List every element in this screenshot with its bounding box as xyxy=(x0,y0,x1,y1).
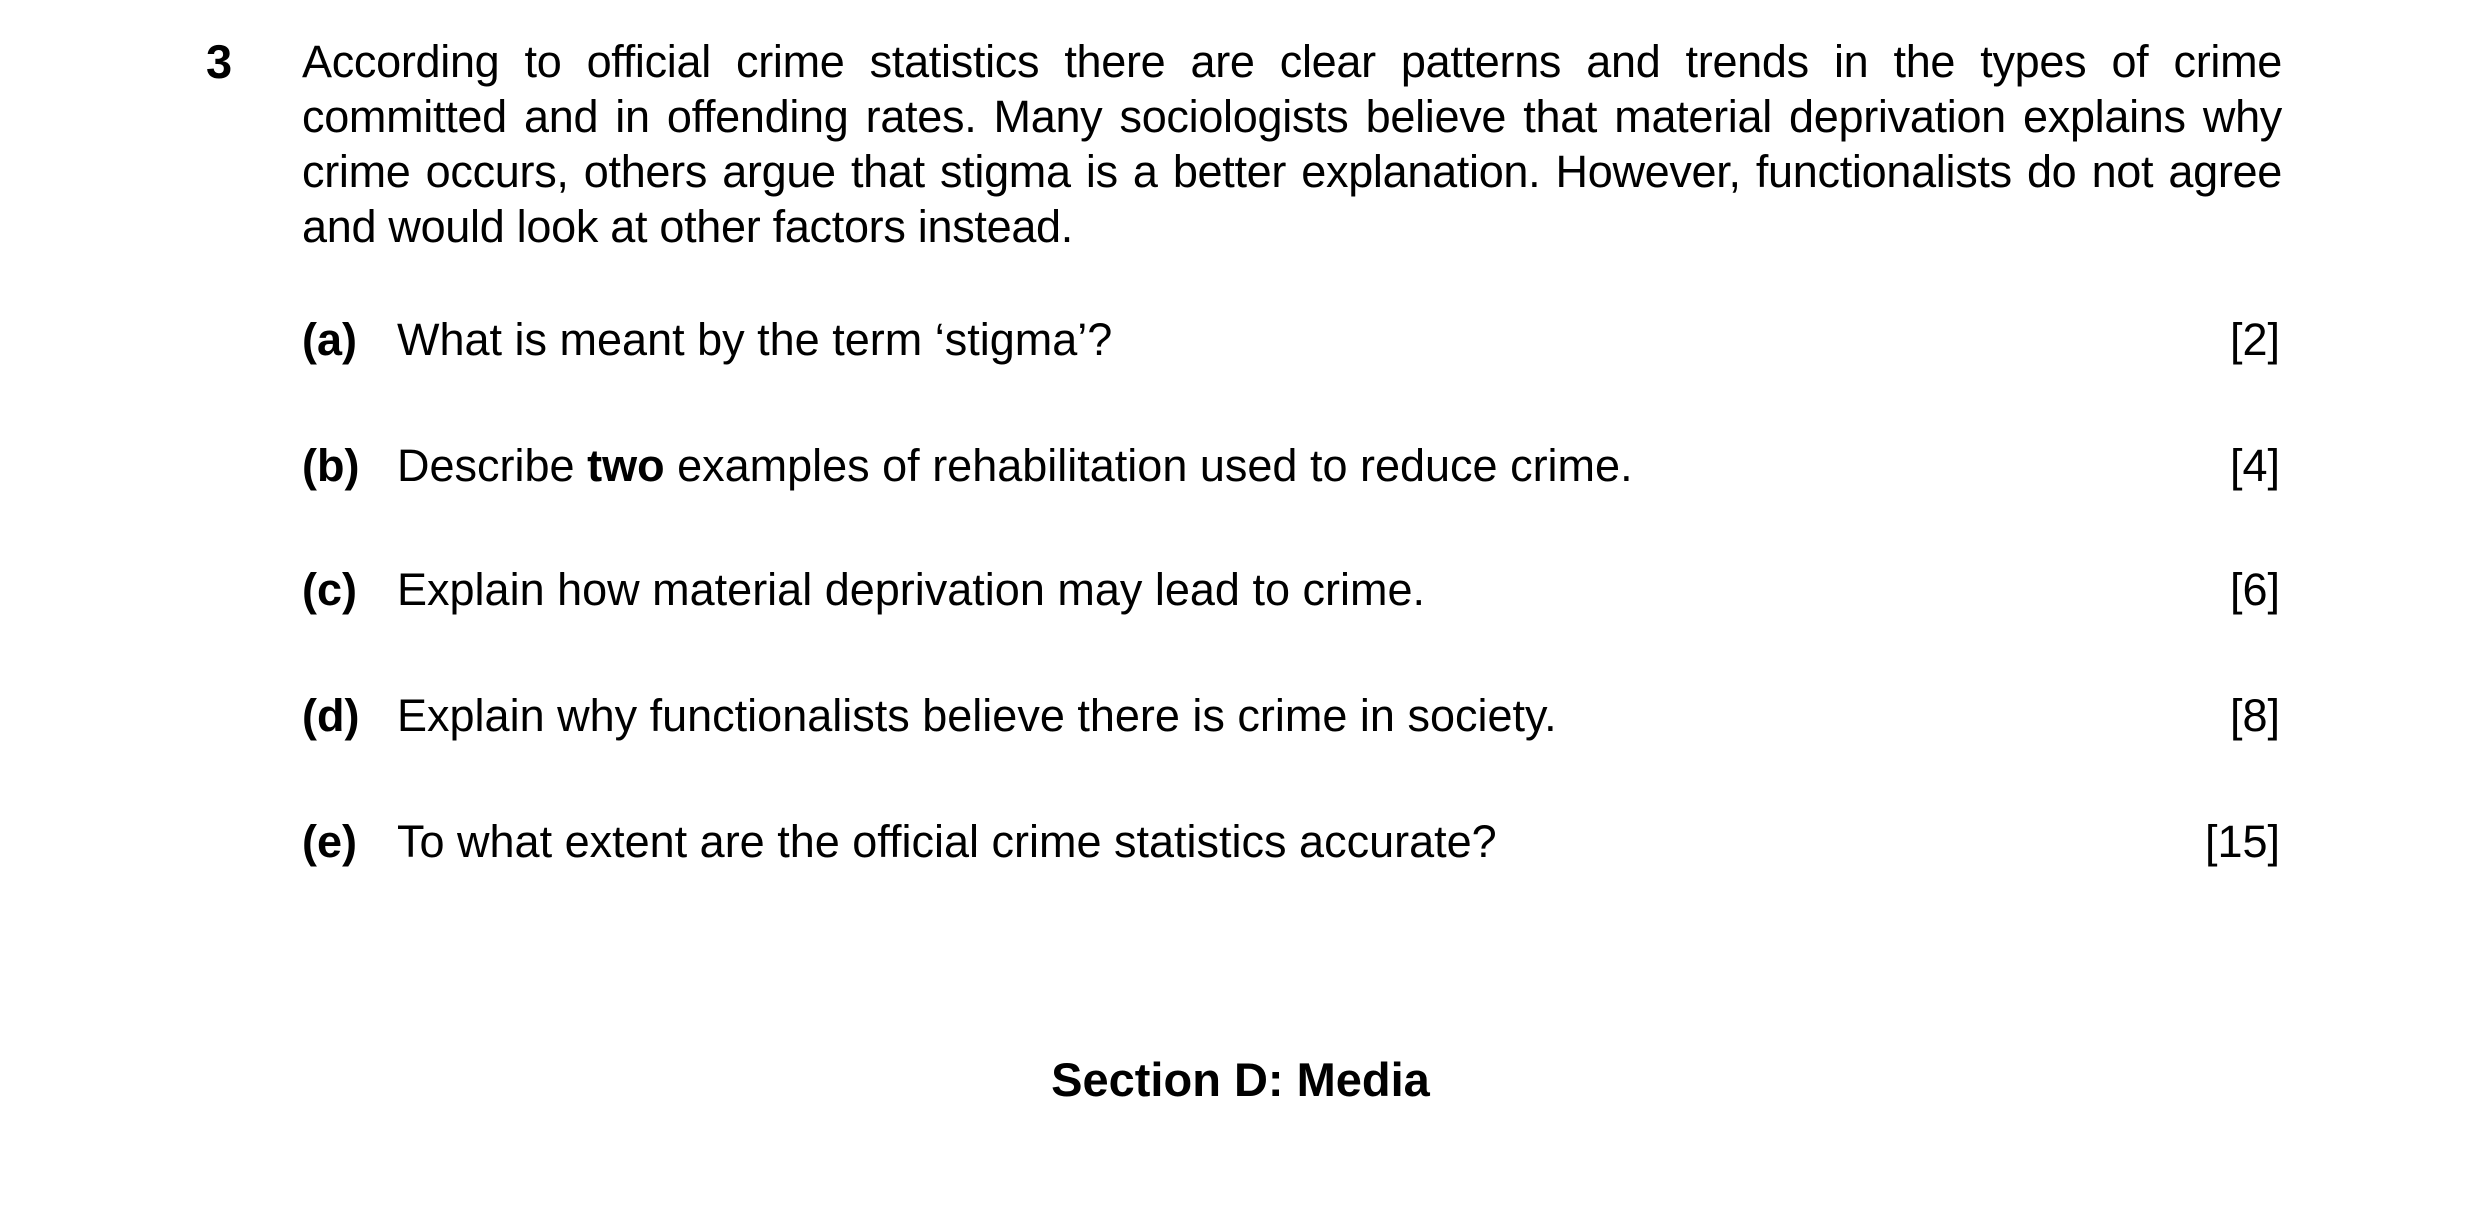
part-label: (c) xyxy=(302,564,357,615)
part-marks: [15] xyxy=(2204,816,2280,867)
part-label: (b) xyxy=(302,440,360,491)
question-part-a xyxy=(302,310,2280,370)
part-marks: [8] xyxy=(2229,690,2280,741)
section-heading: Section D: Media xyxy=(1051,1053,1430,1106)
question-part-e xyxy=(302,812,2280,872)
part-text: Explain why functionalists believe there is crime in society. xyxy=(397,690,1557,741)
part-text xyxy=(397,436,1633,496)
part-label: (d) xyxy=(302,690,360,741)
part-marks: [6] xyxy=(2229,564,2280,615)
part-text-after: examples of rehabilitation used to reduce crime. xyxy=(664,440,1633,491)
question-part-c xyxy=(302,560,2280,620)
part-text: What is meant by the term ‘stigma’? xyxy=(397,314,1113,365)
question-part-b xyxy=(302,436,2280,496)
question-stem: According to official crime statistics there are clear patterns and trends in the types of crime committed and in offending rates. Many sociologists believe that material deprivation explains why crime occurs, others argue that stigma is a better explanation. However, functionalists do not agree and would look at other factors instead. xyxy=(302,36,2282,252)
part-marks: [4] xyxy=(2229,440,2280,491)
part-marks: [2] xyxy=(2229,314,2280,365)
question-number: 3 xyxy=(206,35,233,88)
part-text-before: Describe xyxy=(397,440,588,491)
part-text-emphasis: two xyxy=(587,440,665,491)
part-label: (a) xyxy=(302,314,357,365)
part-text: Explain how material deprivation may lead to crime. xyxy=(397,564,1425,615)
part-label: (e) xyxy=(302,816,357,867)
part-text: To what extent are the official crime statistics accurate? xyxy=(397,816,1497,867)
question-part-d xyxy=(302,686,2280,746)
